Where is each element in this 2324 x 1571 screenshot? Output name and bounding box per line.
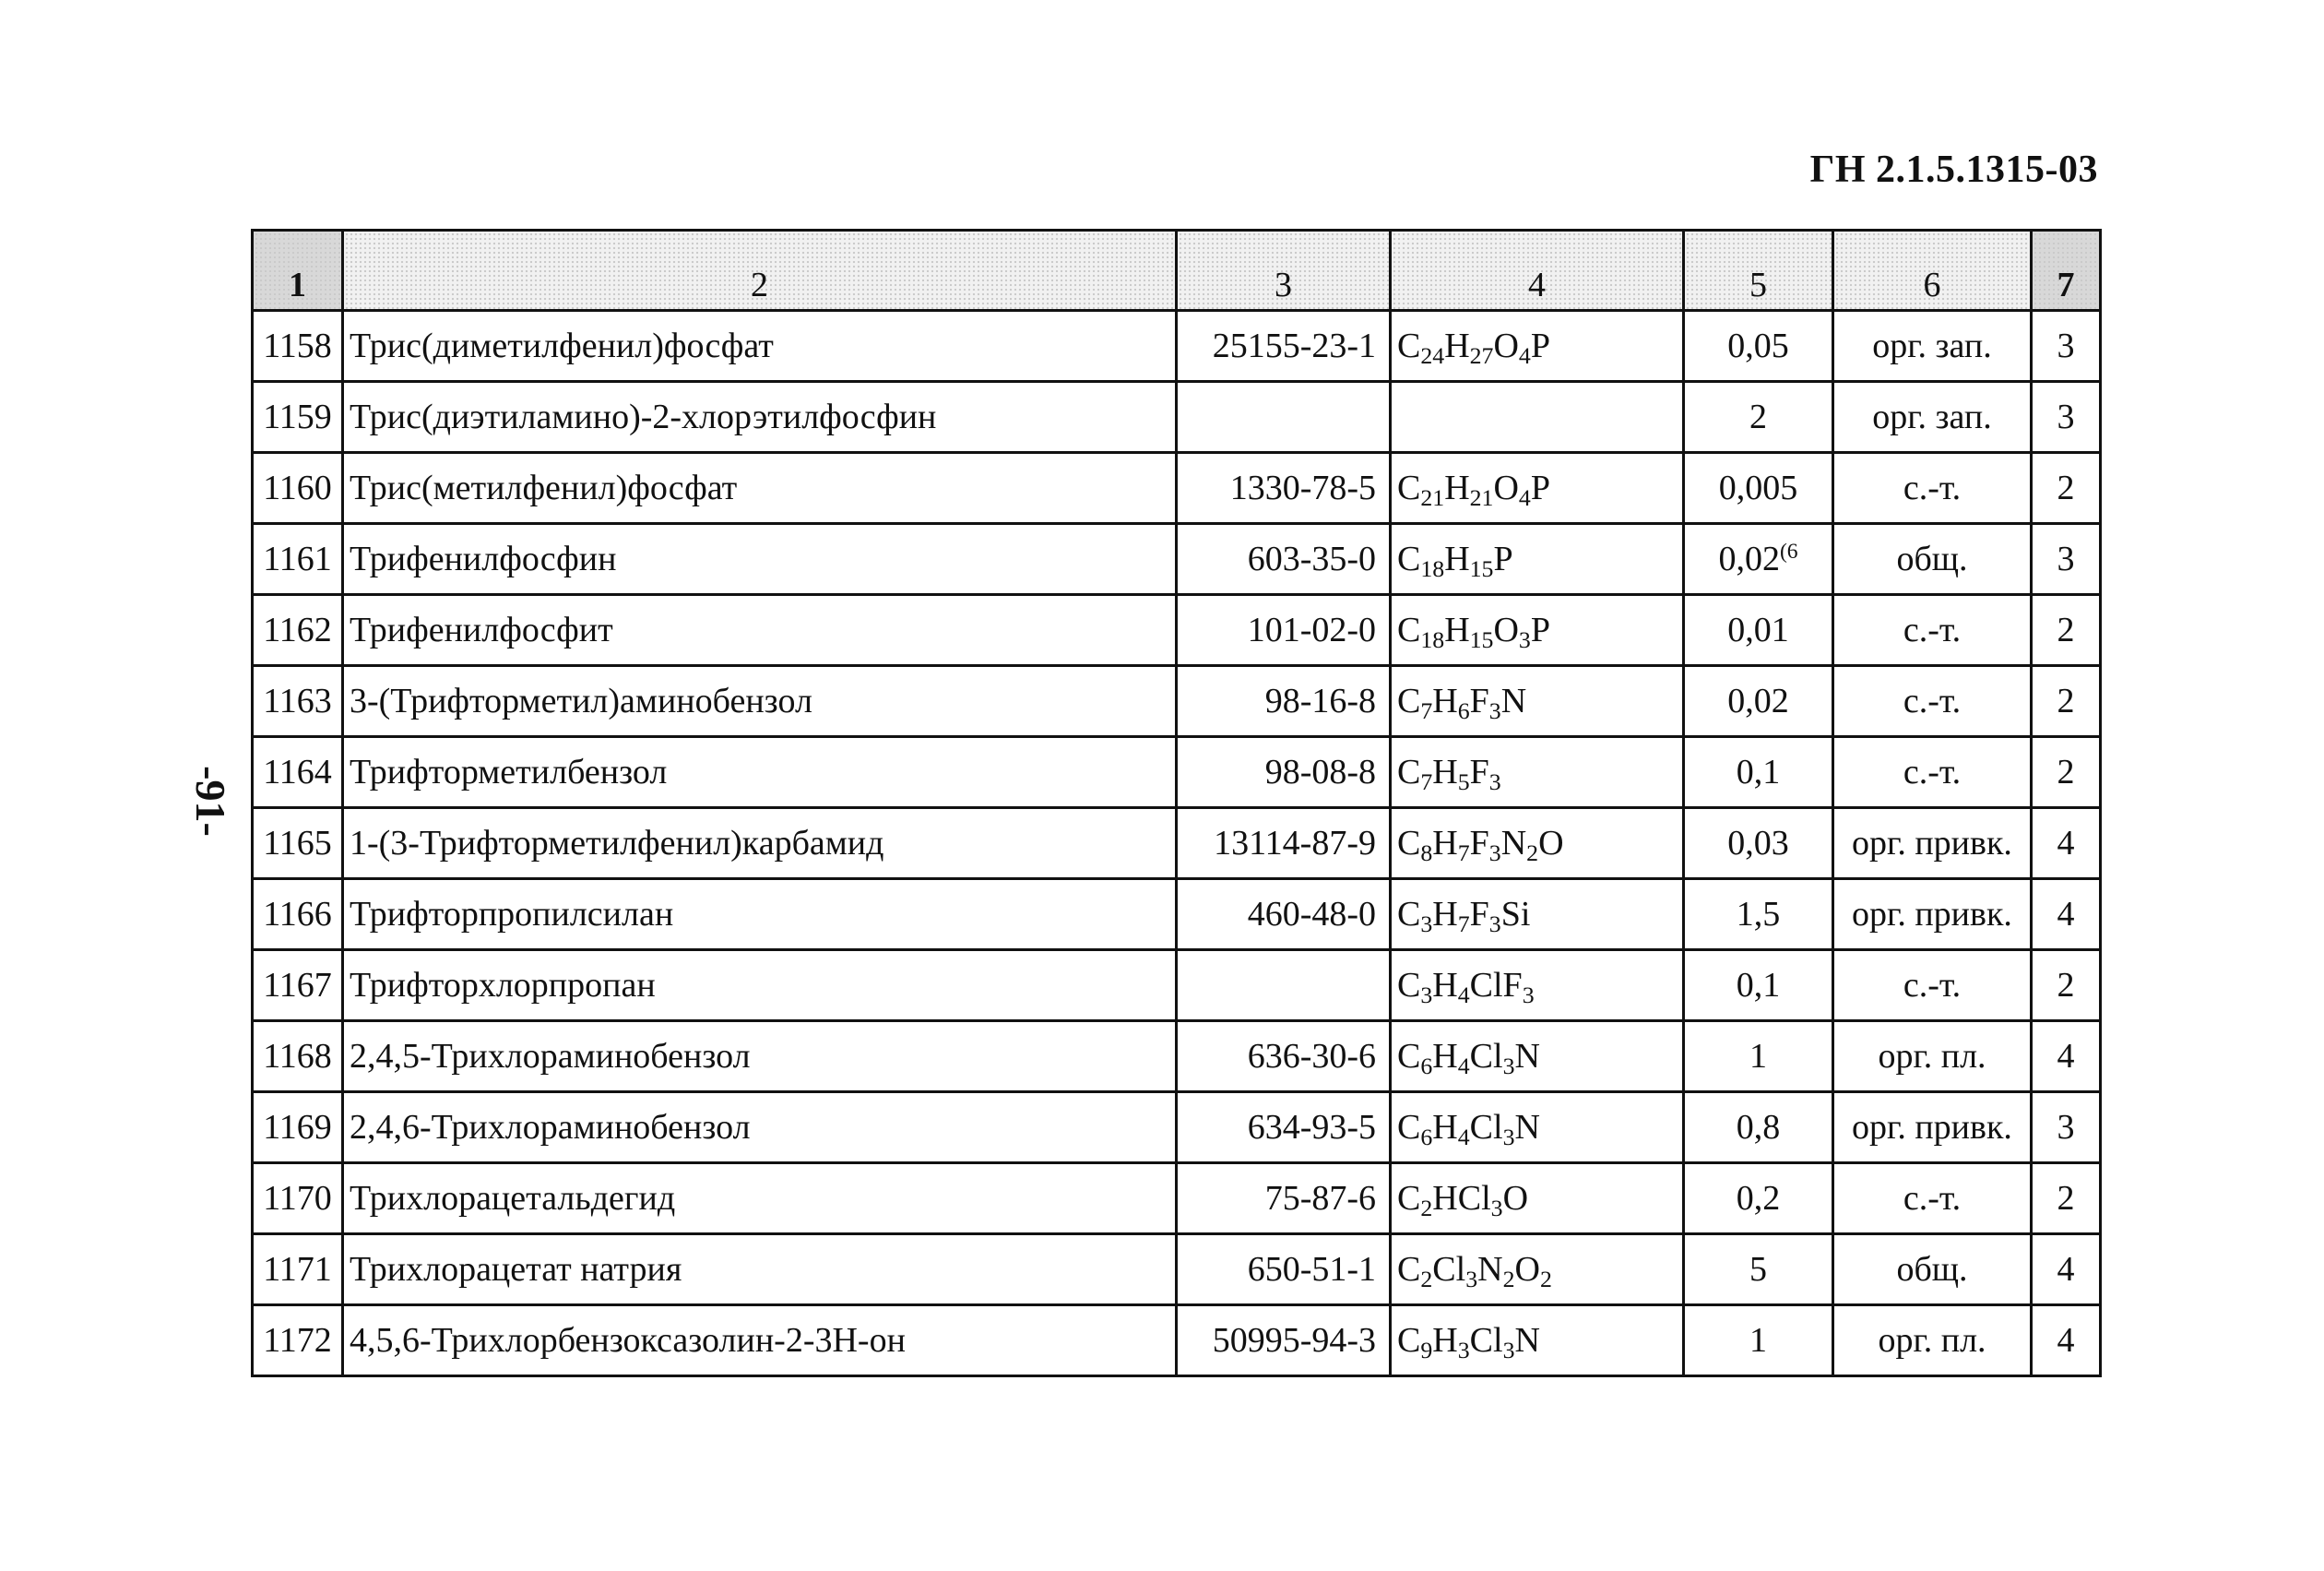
formula-subscript: 3 [1457, 1337, 1470, 1364]
limit-value: 2 [1749, 398, 1767, 436]
cell-hazard-class: 4 [2032, 879, 2101, 950]
formula-element: F [1469, 895, 1489, 934]
formula-element: C [1397, 682, 1421, 720]
limit-value: 0,2 [1736, 1179, 1781, 1218]
cell-limit-value [1684, 1234, 1833, 1305]
formula-element: O [1502, 1179, 1529, 1218]
formula-element: N [1514, 1108, 1540, 1147]
formula-subscript: 3 [1490, 1195, 1503, 1222]
formula-subscript: 4 [1457, 1053, 1470, 1080]
formula-element: H [1444, 327, 1470, 365]
formula-element: Cl [1432, 1250, 1466, 1289]
limit-value: 0,05 [1727, 327, 1789, 365]
column-header-7: 7 [2032, 231, 2101, 311]
cell-cas-number: 634-93-5 [1177, 1092, 1391, 1163]
formula-element: N [1514, 1321, 1540, 1360]
cell-substance-name: Трихлорацетальдегид [343, 1163, 1177, 1234]
cell-hazard-sign: орг. зап. [1833, 382, 2032, 453]
formula-subscript: 18 [1420, 555, 1445, 583]
limit-value: 1,5 [1736, 895, 1781, 934]
formula-subscript: 24 [1420, 342, 1445, 370]
cell-substance-name: 1-(3-Трифторметилфенил)карбамид [343, 808, 1177, 879]
formula-subscript: 7 [1457, 910, 1470, 938]
cell-substance-name: Трихлорацетат натрия [343, 1234, 1177, 1305]
formula-subscript: 4 [1518, 484, 1531, 512]
cell-limit-value [1684, 1163, 1833, 1234]
table-row [253, 666, 2101, 737]
formula-subscript: 2 [1539, 1266, 1552, 1293]
document-code: ГН 2.1.5.1315-03 [1809, 149, 2098, 191]
formula-subscript: 5 [1457, 768, 1470, 796]
cell-cas-number: 13114-87-9 [1177, 808, 1391, 879]
cell-formula [1391, 666, 1684, 737]
formula-subscript: 3 [1488, 697, 1501, 725]
cell-hazard-class: 4 [2032, 1234, 2101, 1305]
cell-number: 1159 [253, 382, 343, 453]
table-row [253, 311, 2101, 382]
limit-value: 0,02 [1718, 540, 1780, 578]
cell-hazard-class: 3 [2032, 311, 2101, 382]
formula-subscript: 15 [1469, 555, 1494, 583]
substances-table [251, 229, 2102, 1377]
cell-number: 1160 [253, 453, 343, 524]
cell-number: 1161 [253, 524, 343, 595]
formula-subscript: 21 [1420, 484, 1445, 512]
table-row [253, 737, 2101, 808]
table-row [253, 950, 2101, 1021]
formula-subscript: 3 [1518, 626, 1531, 654]
cell-substance-name: 3-(Трифторметил)аминобензол [343, 666, 1177, 737]
formula-element: H [1444, 611, 1470, 649]
cell-hazard-sign: орг. привк. [1833, 879, 2032, 950]
cell-formula [1391, 1234, 1684, 1305]
formula-subscript: 6 [1420, 1053, 1433, 1080]
formula-element: Cl [1469, 1321, 1503, 1360]
cell-hazard-sign: с.-т. [1833, 737, 2032, 808]
cell-number: 1164 [253, 737, 343, 808]
formula-element: O [1538, 824, 1564, 863]
cell-formula [1391, 453, 1684, 524]
limit-value: 1 [1749, 1321, 1767, 1360]
formula-element: C [1397, 1108, 1421, 1147]
formula-subscript: 2 [1420, 1195, 1433, 1222]
cell-limit-value [1684, 453, 1833, 524]
cell-substance-name: Трифенилфосфит [343, 595, 1177, 666]
cell-limit-value [1684, 950, 1833, 1021]
cell-limit-value [1684, 879, 1833, 950]
cell-hazard-sign: с.-т. [1833, 666, 2032, 737]
table-row [253, 1305, 2101, 1376]
cell-formula [1391, 808, 1684, 879]
cell-hazard-class: 2 [2032, 666, 2101, 737]
formula-element: P [1530, 327, 1550, 365]
cell-hazard-class: 4 [2032, 1021, 2101, 1092]
cell-hazard-sign: с.-т. [1833, 1163, 2032, 1234]
cell-limit-value [1684, 311, 1833, 382]
cell-substance-name: Трифторхлорпропан [343, 950, 1177, 1021]
table-row [253, 595, 2101, 666]
cell-number: 1171 [253, 1234, 343, 1305]
limit-value: 0,005 [1718, 469, 1798, 507]
column-header-1: 1 [253, 231, 343, 311]
cell-hazard-class: 4 [2032, 808, 2101, 879]
formula-element: O [1493, 469, 1519, 507]
table-row [253, 1163, 2101, 1234]
cell-substance-name: 4,5,6-Трихлорбензоксазолин-2-3Н-он [343, 1305, 1177, 1376]
formula-element: N [1500, 682, 1527, 720]
formula-element: H [1432, 1321, 1458, 1360]
cell-hazard-class: 2 [2032, 1163, 2101, 1234]
table-row [253, 453, 2101, 524]
formula-element: F [1469, 824, 1489, 863]
cell-cas-number: 25155-23-1 [1177, 311, 1391, 382]
cell-hazard-sign: орг. привк. [1833, 1092, 2032, 1163]
cell-cas-number: 603-35-0 [1177, 524, 1391, 595]
formula-element: C [1397, 469, 1421, 507]
column-header-6: 6 [1833, 231, 2032, 311]
limit-value: 0,8 [1736, 1108, 1781, 1147]
formula-subscript: 7 [1420, 697, 1433, 725]
limit-footnote-mark: (6 [1779, 540, 1798, 565]
cell-hazard-sign: орг. зап. [1833, 311, 2032, 382]
table-row [253, 1021, 2101, 1092]
cell-hazard-class: 4 [2032, 1305, 2101, 1376]
cell-cas-number: 75-87-6 [1177, 1163, 1391, 1234]
cell-hazard-class: 3 [2032, 382, 2101, 453]
formula-element: P [1530, 611, 1550, 649]
formula-element: H [1432, 753, 1458, 791]
cell-cas-number [1177, 382, 1391, 453]
cell-substance-name: 2,4,5-Трихлораминобензол [343, 1021, 1177, 1092]
formula-element: C [1397, 1250, 1421, 1289]
table-row [253, 1092, 2101, 1163]
cell-formula [1391, 595, 1684, 666]
formula-subscript: 4 [1457, 1124, 1470, 1151]
cell-formula [1391, 879, 1684, 950]
cell-formula [1391, 1305, 1684, 1376]
cell-cas-number: 460-48-0 [1177, 879, 1391, 950]
column-header-5: 5 [1684, 231, 1833, 311]
cell-formula [1391, 1021, 1684, 1092]
formula-element: HCl [1432, 1179, 1491, 1218]
formula-subscript: 3 [1420, 910, 1433, 938]
cell-substance-name: Трис(метилфенил)фосфат [343, 453, 1177, 524]
formula-subscript: 8 [1420, 839, 1433, 867]
cell-hazard-sign: общ. [1833, 524, 2032, 595]
cell-substance-name: Трифенилфосфин [343, 524, 1177, 595]
cell-limit-value [1684, 524, 1833, 595]
formula-element: C [1397, 540, 1421, 578]
cell-number: 1170 [253, 1163, 343, 1234]
formula-element: O [1493, 327, 1519, 365]
limit-value: 5 [1749, 1250, 1767, 1289]
formula-element: C [1397, 824, 1421, 863]
cell-limit-value [1684, 1021, 1833, 1092]
formula-element: N [1514, 1037, 1540, 1076]
limit-value: 1 [1749, 1037, 1767, 1076]
formula-element: H [1432, 824, 1458, 863]
formula-subscript: 15 [1469, 626, 1494, 654]
formula-subscript: 3 [1488, 910, 1501, 938]
formula-element: H [1432, 895, 1458, 934]
formula-subscript: 2 [1420, 1266, 1433, 1293]
cell-hazard-sign: с.-т. [1833, 950, 2032, 1021]
formula-subscript: 2 [1526, 839, 1539, 867]
formula-subscript: 7 [1457, 839, 1470, 867]
cell-formula [1391, 382, 1684, 453]
formula-subscript: 3 [1465, 1266, 1478, 1293]
formula-element: C [1397, 1321, 1421, 1360]
column-header-3: 3 [1177, 231, 1391, 311]
cell-number: 1166 [253, 879, 343, 950]
cell-hazard-class: 3 [2032, 1092, 2101, 1163]
cell-formula [1391, 950, 1684, 1021]
formula-subscript: 7 [1420, 768, 1433, 796]
formula-subscript: 9 [1420, 1337, 1433, 1364]
formula-element: C [1397, 327, 1421, 365]
limit-value: 0,01 [1727, 611, 1789, 649]
cell-hazard-class: 2 [2032, 737, 2101, 808]
cell-number: 1167 [253, 950, 343, 1021]
formula-element: P [1530, 469, 1550, 507]
cell-hazard-class: 2 [2032, 453, 2101, 524]
cell-cas-number: 650-51-1 [1177, 1234, 1391, 1305]
cell-cas-number: 1330-78-5 [1177, 453, 1391, 524]
formula-element: P [1493, 540, 1513, 578]
formula-element: N [1500, 824, 1527, 863]
formula-element: C [1397, 1179, 1421, 1218]
cell-hazard-class: 3 [2032, 524, 2101, 595]
cell-hazard-sign: общ. [1833, 1234, 2032, 1305]
cell-cas-number: 98-16-8 [1177, 666, 1391, 737]
formula-subscript: 6 [1457, 697, 1470, 725]
cell-formula [1391, 1163, 1684, 1234]
formula-element: Cl [1469, 1037, 1503, 1076]
formula-element: F [1469, 682, 1489, 720]
cell-number: 1168 [253, 1021, 343, 1092]
table-row [253, 1234, 2101, 1305]
cell-hazard-sign: с.-т. [1833, 595, 2032, 666]
formula-element: ClF [1469, 966, 1523, 1005]
formula-subscript: 3 [1502, 1337, 1515, 1364]
cell-number: 1163 [253, 666, 343, 737]
cell-number: 1169 [253, 1092, 343, 1163]
formula-element: Cl [1469, 1108, 1503, 1147]
cell-substance-name: Трис(диэтиламино)-2-хлорэтилфосфин [343, 382, 1177, 453]
table-row [253, 879, 2101, 950]
cell-cas-number: 50995-94-3 [1177, 1305, 1391, 1376]
table-row [253, 524, 2101, 595]
cell-limit-value [1684, 808, 1833, 879]
cell-formula [1391, 524, 1684, 595]
formula-subscript: 18 [1420, 626, 1445, 654]
cell-hazard-sign: орг. пл. [1833, 1305, 2032, 1376]
formula-subscript: 3 [1488, 839, 1501, 867]
cell-substance-name: Трифторпропилсилан [343, 879, 1177, 950]
cell-substance-name: 2,4,6-Трихлораминобензол [343, 1092, 1177, 1163]
formula-subscript: 3 [1488, 768, 1501, 796]
formula-subscript: 3 [1420, 982, 1433, 1009]
table-row [253, 382, 2101, 453]
cell-number: 1172 [253, 1305, 343, 1376]
formula-element: H [1432, 1108, 1458, 1147]
formula-element: O [1493, 611, 1519, 649]
column-header-2: 2 [343, 231, 1177, 311]
cell-number: 1162 [253, 595, 343, 666]
table-row [253, 808, 2101, 879]
cell-formula [1391, 737, 1684, 808]
formula-element: O [1514, 1250, 1540, 1289]
cell-hazard-class: 2 [2032, 950, 2101, 1021]
cell-hazard-class: 2 [2032, 595, 2101, 666]
formula-element: C [1397, 895, 1421, 934]
formula-element: C [1397, 966, 1421, 1005]
cell-hazard-sign: с.-т. [1833, 453, 2032, 524]
formula-element: H [1432, 1037, 1458, 1076]
formula-element: H [1444, 469, 1470, 507]
limit-value: 0,03 [1727, 824, 1789, 863]
cell-cas-number: 636-30-6 [1177, 1021, 1391, 1092]
cell-cas-number [1177, 950, 1391, 1021]
cell-limit-value [1684, 382, 1833, 453]
cell-limit-value [1684, 1092, 1833, 1163]
cell-substance-name: Трифторметилбензол [343, 737, 1177, 808]
formula-subscript: 4 [1457, 982, 1470, 1009]
formula-subscript: 6 [1420, 1124, 1433, 1151]
column-header-4: 4 [1391, 231, 1684, 311]
formula-element: Si [1500, 895, 1531, 934]
cell-hazard-sign: орг. пл. [1833, 1021, 2032, 1092]
formula-element: H [1432, 682, 1458, 720]
limit-value: 0,02 [1727, 682, 1789, 720]
formula-element: C [1397, 1037, 1421, 1076]
formula-subscript: 21 [1469, 484, 1494, 512]
cell-hazard-sign: орг. привк. [1833, 808, 2032, 879]
cell-formula [1391, 311, 1684, 382]
formula-element: C [1397, 611, 1421, 649]
cell-limit-value [1684, 1305, 1833, 1376]
page-number: -91- [186, 766, 234, 837]
formula-element: F [1469, 753, 1489, 791]
formula-subscript: 4 [1518, 342, 1531, 370]
cell-number: 1165 [253, 808, 343, 879]
cell-limit-value [1684, 595, 1833, 666]
table-header-row [253, 231, 2101, 311]
cell-number: 1158 [253, 311, 343, 382]
formula-element: N [1477, 1250, 1503, 1289]
limit-value: 0,1 [1736, 966, 1781, 1005]
limit-value: 0,1 [1736, 753, 1781, 791]
cell-limit-value [1684, 737, 1833, 808]
cell-formula [1391, 1092, 1684, 1163]
cell-limit-value [1684, 666, 1833, 737]
formula-element: C [1397, 753, 1421, 791]
formula-subscript: 3 [1522, 982, 1535, 1009]
cell-cas-number: 98-08-8 [1177, 737, 1391, 808]
formula-subscript: 3 [1502, 1124, 1515, 1151]
formula-element: H [1432, 966, 1458, 1005]
formula-subscript: 27 [1469, 342, 1494, 370]
cell-substance-name: Трис(диметилфенил)фосфат [343, 311, 1177, 382]
formula-element: H [1444, 540, 1470, 578]
cell-cas-number: 101-02-0 [1177, 595, 1391, 666]
formula-subscript: 2 [1502, 1266, 1515, 1293]
formula-subscript: 3 [1502, 1053, 1515, 1080]
